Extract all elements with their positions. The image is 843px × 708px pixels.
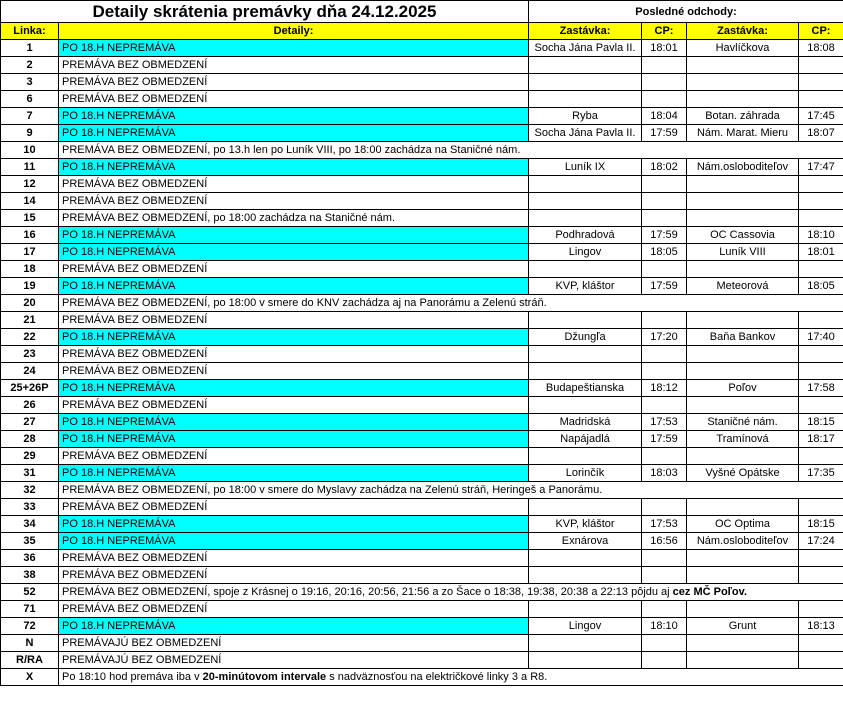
line-number: 26 (1, 397, 59, 414)
detail-cell (59, 516, 529, 533)
line-number: 3 (1, 74, 59, 91)
stop-1: Džungľa (529, 329, 642, 346)
stop-2 (687, 176, 799, 193)
detail-text: PREMÁVA BEZ OBMEDZENÍ (62, 348, 208, 360)
detail-bold-text: 20-minútovom intervale (202, 671, 327, 683)
cp-2: 17:47 (799, 159, 843, 176)
stop-1: Lingov (529, 244, 642, 261)
line-number: 31 (1, 465, 59, 482)
line-number: 24 (1, 363, 59, 380)
line-number: 34 (1, 516, 59, 533)
cp-1 (642, 635, 687, 652)
stop-2: Vyšné Opátske (687, 465, 799, 482)
stop-2 (687, 601, 799, 618)
detail-text: PO 18.H NEPREMÁVA (62, 246, 176, 258)
detail-text: Po 18:10 hod premáva iba v (62, 671, 203, 683)
detail-bold-text: cez MČ Poľov. (672, 586, 747, 598)
cp-2: 18:08 (799, 40, 843, 57)
detail-text: PREMÁVA BEZ OBMEDZENÍ (62, 569, 208, 581)
detail-cell (59, 397, 529, 414)
detail-cell (59, 176, 529, 193)
stop-2 (687, 193, 799, 210)
cp-1 (642, 312, 687, 329)
detail-cell (59, 533, 529, 550)
stop-2: Poľov (687, 380, 799, 397)
line-number: 18 (1, 261, 59, 278)
detail-text: PREMÁVA BEZ OBMEDZENÍ (62, 314, 208, 326)
cp-2: 18:05 (799, 278, 843, 295)
stop-1 (529, 550, 642, 567)
line-number: 52 (1, 584, 59, 601)
cp-1: 17:53 (642, 516, 687, 533)
cp-2: 17:35 (799, 465, 843, 482)
detail-text: PO 18.H NEPREMÁVA (62, 382, 176, 394)
table-row (1, 244, 843, 261)
table-row (1, 516, 843, 533)
cp-1: 17:53 (642, 414, 687, 431)
line-number: 14 (1, 193, 59, 210)
header-stop-1: Zastávka: (529, 23, 642, 40)
cp-2 (799, 261, 843, 278)
stop-2: Baňa Bankov (687, 329, 799, 346)
line-number: 1 (1, 40, 59, 57)
detail-text: PO 18.H NEPREMÁVA (62, 42, 176, 54)
detail-text: PREMÁVA BEZ OBMEDZENÍ (62, 603, 208, 615)
detail-cell (59, 652, 529, 669)
detail-cell (59, 618, 529, 635)
cp-1: 18:12 (642, 380, 687, 397)
detail-text: PO 18.H NEPREMÁVA (62, 518, 176, 530)
stop-2 (687, 210, 799, 227)
cp-2 (799, 550, 843, 567)
table-row (1, 499, 843, 516)
table-row (1, 363, 843, 380)
table-row (1, 193, 843, 210)
stop-1 (529, 499, 642, 516)
stop-1: Podhradová (529, 227, 642, 244)
detail-text: PREMÁVA BEZ OBMEDZENÍ (62, 501, 208, 513)
line-number: 6 (1, 91, 59, 108)
stop-1 (529, 261, 642, 278)
table-row (1, 329, 843, 346)
table-row (1, 346, 843, 363)
stop-1 (529, 74, 642, 91)
cp-2: 18:15 (799, 516, 843, 533)
cp-1 (642, 261, 687, 278)
cp-1: 18:04 (642, 108, 687, 125)
header-details: Detaily: (59, 23, 529, 40)
detail-text: PO 18.H NEPREMÁVA (62, 229, 176, 241)
detail-cell (59, 312, 529, 329)
stop-2 (687, 261, 799, 278)
stop-2 (687, 652, 799, 669)
stop-2: OC Cassovia (687, 227, 799, 244)
table-row (1, 108, 843, 125)
detail-text: PO 18.H NEPREMÁVA (62, 110, 176, 122)
table-row (1, 278, 843, 295)
stop-1: Socha Jána Pavla II. (529, 40, 642, 57)
cp-1 (642, 176, 687, 193)
stop-2: Nám.osloboditeľov (687, 159, 799, 176)
stop-1 (529, 567, 642, 584)
cp-1 (642, 567, 687, 584)
cp-2: 18:17 (799, 431, 843, 448)
stop-2 (687, 550, 799, 567)
detail-cell (59, 363, 529, 380)
detail-text: PREMÁVA BEZ OBMEDZENÍ (62, 93, 208, 105)
detail-text: PREMÁVA BEZ OBMEDZENÍ, spoje z Krásnej o 19:16, 20:16, 20:56, 21:56 a zo Šace o 18:38, 19:38, 20:38 a 22:13 pôjdu aj (62, 586, 673, 598)
stop-2 (687, 397, 799, 414)
detail-text: PREMÁVA BEZ OBMEDZENÍ, po 18:00 zachádza na Staničné nám. (62, 212, 396, 224)
cp-2 (799, 448, 843, 465)
stop-2: Luník VIII (687, 244, 799, 261)
cp-2 (799, 91, 843, 108)
table-row (1, 261, 843, 278)
line-number: 21 (1, 312, 59, 329)
detail-cell (59, 159, 529, 176)
detail-cell (59, 142, 843, 159)
detail-cell (59, 278, 529, 295)
detail-cell (59, 448, 529, 465)
stop-1: Lingov (529, 618, 642, 635)
detail-text: PREMÁVA BEZ OBMEDZENÍ (62, 399, 208, 411)
detail-text: PREMÁVA BEZ OBMEDZENÍ (62, 365, 208, 377)
cp-1: 18:01 (642, 40, 687, 57)
cp-1 (642, 363, 687, 380)
detail-cell (59, 227, 529, 244)
line-number: 28 (1, 431, 59, 448)
header-cp-2: CP: (799, 23, 843, 40)
stop-2 (687, 57, 799, 74)
cp-1: 18:05 (642, 244, 687, 261)
line-number: 20 (1, 295, 59, 312)
line-number: 22 (1, 329, 59, 346)
detail-cell (59, 244, 529, 261)
cp-1: 17:20 (642, 329, 687, 346)
stop-2: Nám. Marat. Mieru (687, 125, 799, 142)
stop-1 (529, 635, 642, 652)
cp-1 (642, 57, 687, 74)
cp-2: 18:13 (799, 618, 843, 635)
table-row (1, 176, 843, 193)
line-number: 23 (1, 346, 59, 363)
detail-cell (59, 465, 529, 482)
cp-2 (799, 397, 843, 414)
cp-1 (642, 550, 687, 567)
line-number: X (1, 669, 59, 686)
stop-1 (529, 652, 642, 669)
table-row (1, 227, 843, 244)
cp-1: 18:10 (642, 618, 687, 635)
cp-1 (642, 448, 687, 465)
cp-2 (799, 601, 843, 618)
cp-1 (642, 193, 687, 210)
last-departures-label: Posledné odchody: (529, 1, 843, 23)
table-row (1, 295, 843, 312)
cp-2: 18:01 (799, 244, 843, 261)
stop-2: OC Optima (687, 516, 799, 533)
cp-2 (799, 363, 843, 380)
detail-text: PREMÁVA BEZ OBMEDZENÍ (62, 76, 208, 88)
table-row (1, 465, 843, 482)
cp-1: 17:59 (642, 227, 687, 244)
cp-2: 17:24 (799, 533, 843, 550)
stop-2 (687, 635, 799, 652)
stop-1 (529, 210, 642, 227)
table-row (1, 669, 843, 686)
detail-text: PREMÁVA BEZ OBMEDZENÍ (62, 263, 208, 275)
stop-1 (529, 176, 642, 193)
line-number: 17 (1, 244, 59, 261)
cp-2: 17:58 (799, 380, 843, 397)
table-row (1, 210, 843, 227)
cp-2: 17:45 (799, 108, 843, 125)
stop-2 (687, 74, 799, 91)
cp-1 (642, 210, 687, 227)
cp-1 (642, 397, 687, 414)
cp-2: 18:10 (799, 227, 843, 244)
stop-2: Botan. záhrada (687, 108, 799, 125)
table-row (1, 635, 843, 652)
stop-2 (687, 448, 799, 465)
table-row (1, 40, 843, 57)
stop-1: Exnárova (529, 533, 642, 550)
cp-1 (642, 601, 687, 618)
table-row (1, 142, 843, 159)
cp-1 (642, 91, 687, 108)
line-number: 32 (1, 482, 59, 499)
cp-1: 18:03 (642, 465, 687, 482)
line-number: 27 (1, 414, 59, 431)
detail-cell (59, 108, 529, 125)
cp-1: 17:59 (642, 278, 687, 295)
stop-2: Nám.osloboditeľov (687, 533, 799, 550)
stop-2 (687, 312, 799, 329)
detail-text: PO 18.H NEPREMÁVA (62, 331, 176, 343)
page-title: Detaily skrátenia premávky dňa 24.12.2025 (1, 1, 529, 23)
table-row (1, 448, 843, 465)
cp-2 (799, 499, 843, 516)
detail-text: PREMÁVA BEZ OBMEDZENÍ, po 18:00 v smere do Myslavy zachádza na Zelenú stráň, Heringeš a Panorámu. (62, 484, 603, 496)
line-number: 35 (1, 533, 59, 550)
line-number: 29 (1, 448, 59, 465)
stop-1 (529, 601, 642, 618)
detail-text: PO 18.H NEPREMÁVA (62, 161, 176, 173)
cp-1 (642, 652, 687, 669)
detail-cell (59, 584, 843, 601)
cp-1: 17:59 (642, 125, 687, 142)
cp-1: 18:02 (642, 159, 687, 176)
table-row (1, 601, 843, 618)
table-row (1, 397, 843, 414)
line-number: 12 (1, 176, 59, 193)
cp-2 (799, 635, 843, 652)
stop-1: Luník IX (529, 159, 642, 176)
stop-2 (687, 363, 799, 380)
stop-1 (529, 91, 642, 108)
stop-1 (529, 397, 642, 414)
table-row (1, 125, 843, 142)
line-number: 72 (1, 618, 59, 635)
detail-text: PREMÁVA BEZ OBMEDZENÍ (62, 195, 208, 207)
table-row (1, 57, 843, 74)
cp-2 (799, 210, 843, 227)
detail-cell (59, 295, 843, 312)
detail-cell (59, 74, 529, 91)
stop-2 (687, 499, 799, 516)
table-row (1, 567, 843, 584)
detail-cell (59, 669, 843, 686)
stop-2 (687, 346, 799, 363)
line-number: R/RA (1, 652, 59, 669)
cp-1 (642, 499, 687, 516)
cp-2 (799, 567, 843, 584)
detail-cell (59, 40, 529, 57)
table-row (1, 312, 843, 329)
detail-text: PREMÁVA BEZ OBMEDZENÍ (62, 178, 208, 190)
line-number: 9 (1, 125, 59, 142)
stop-2 (687, 91, 799, 108)
table-row (1, 159, 843, 176)
line-number: 36 (1, 550, 59, 567)
detail-text: PREMÁVA BEZ OBMEDZENÍ (62, 450, 208, 462)
line-number: N (1, 635, 59, 652)
table-row (1, 431, 843, 448)
table-row (1, 380, 843, 397)
detail-text: PREMÁVA BEZ OBMEDZENÍ (62, 552, 208, 564)
detail-cell (59, 380, 529, 397)
table-row (1, 74, 843, 91)
stop-2: Meteorová (687, 278, 799, 295)
stop-1: Lorinčík (529, 465, 642, 482)
table-row (1, 652, 843, 669)
stop-1 (529, 448, 642, 465)
stop-1: KVP, kláštor (529, 516, 642, 533)
cp-1 (642, 74, 687, 91)
stop-1 (529, 346, 642, 363)
detail-cell (59, 567, 529, 584)
line-number: 33 (1, 499, 59, 516)
detail-cell (59, 550, 529, 567)
detail-text: PO 18.H NEPREMÁVA (62, 620, 176, 632)
table-row (1, 414, 843, 431)
detail-text: PREMÁVAJÚ BEZ OBMEDZENÍ (62, 637, 222, 649)
stop-2 (687, 567, 799, 584)
cp-1 (642, 346, 687, 363)
table-row (1, 533, 843, 550)
stop-2: Havlíčkova (687, 40, 799, 57)
detail-text: PO 18.H NEPREMÁVA (62, 467, 176, 479)
stop-2: Tramínová (687, 431, 799, 448)
detail-cell (59, 125, 529, 142)
line-number: 19 (1, 278, 59, 295)
cp-2 (799, 193, 843, 210)
detail-text: PO 18.H NEPREMÁVA (62, 127, 176, 139)
detail-text: PO 18.H NEPREMÁVA (62, 416, 176, 428)
detail-cell (59, 210, 529, 227)
detail-cell (59, 329, 529, 346)
detail-cell (59, 193, 529, 210)
table-row (1, 618, 843, 635)
stop-1 (529, 312, 642, 329)
detail-cell (59, 431, 529, 448)
detail-text: PREMÁVA BEZ OBMEDZENÍ, po 13.h len po Luník VIII, po 18:00 zachádza na Staničné nám. (62, 144, 521, 156)
cp-2 (799, 57, 843, 74)
line-number: 2 (1, 57, 59, 74)
stop-1: Ryba (529, 108, 642, 125)
cp-1: 16:56 (642, 533, 687, 550)
table-row (1, 584, 843, 601)
detail-text: PO 18.H NEPREMÁVA (62, 433, 176, 445)
stop-1: Socha Jána Pavla II. (529, 125, 642, 142)
cp-2: 17:40 (799, 329, 843, 346)
stop-2: Grunt (687, 618, 799, 635)
cp-2 (799, 176, 843, 193)
header-cp-1: CP: (642, 23, 687, 40)
cp-2 (799, 346, 843, 363)
header-linka: Linka: (1, 23, 59, 40)
cp-2: 18:07 (799, 125, 843, 142)
line-number: 71 (1, 601, 59, 618)
stop-1 (529, 193, 642, 210)
stop-1: Madridská (529, 414, 642, 431)
detail-text: PREMÁVA BEZ OBMEDZENÍ, po 18:00 v smere do KNV zachádza aj na Panorámu a Zelenú stráň. (62, 297, 547, 309)
line-number: 16 (1, 227, 59, 244)
cp-2 (799, 74, 843, 91)
stop-2: Staničné nám. (687, 414, 799, 431)
detail-cell (59, 57, 529, 74)
stop-1 (529, 57, 642, 74)
cp-2: 18:15 (799, 414, 843, 431)
cp-1: 17:59 (642, 431, 687, 448)
stop-1: Budapeštianska (529, 380, 642, 397)
detail-cell (59, 346, 529, 363)
detail-after-text: s nadväznosťou na električkové linky 3 a R8. (326, 671, 548, 683)
line-number: 15 (1, 210, 59, 227)
detail-text: PO 18.H NEPREMÁVA (62, 280, 176, 292)
detail-cell (59, 635, 529, 652)
detail-text: PO 18.H NEPREMÁVA (62, 535, 176, 547)
line-number: 10 (1, 142, 59, 159)
line-number: 11 (1, 159, 59, 176)
detail-text: PREMÁVA BEZ OBMEDZENÍ (62, 59, 208, 71)
table-row (1, 482, 843, 499)
detail-cell (59, 261, 529, 278)
line-number: 7 (1, 108, 59, 125)
detail-cell (59, 499, 529, 516)
detail-text: PREMÁVAJÚ BEZ OBMEDZENÍ (62, 654, 222, 666)
stop-1 (529, 363, 642, 380)
header-stop-2: Zastávka: (687, 23, 799, 40)
detail-cell (59, 414, 529, 431)
stop-1: Napájadlá (529, 431, 642, 448)
table-row (1, 550, 843, 567)
cp-2 (799, 652, 843, 669)
detail-cell (59, 601, 529, 618)
detail-cell (59, 91, 529, 108)
detail-cell (59, 482, 843, 499)
line-number: 25+26P (1, 380, 59, 397)
table-row (1, 91, 843, 108)
line-number: 38 (1, 567, 59, 584)
cp-2 (799, 312, 843, 329)
stop-1: KVP, kláštor (529, 278, 642, 295)
